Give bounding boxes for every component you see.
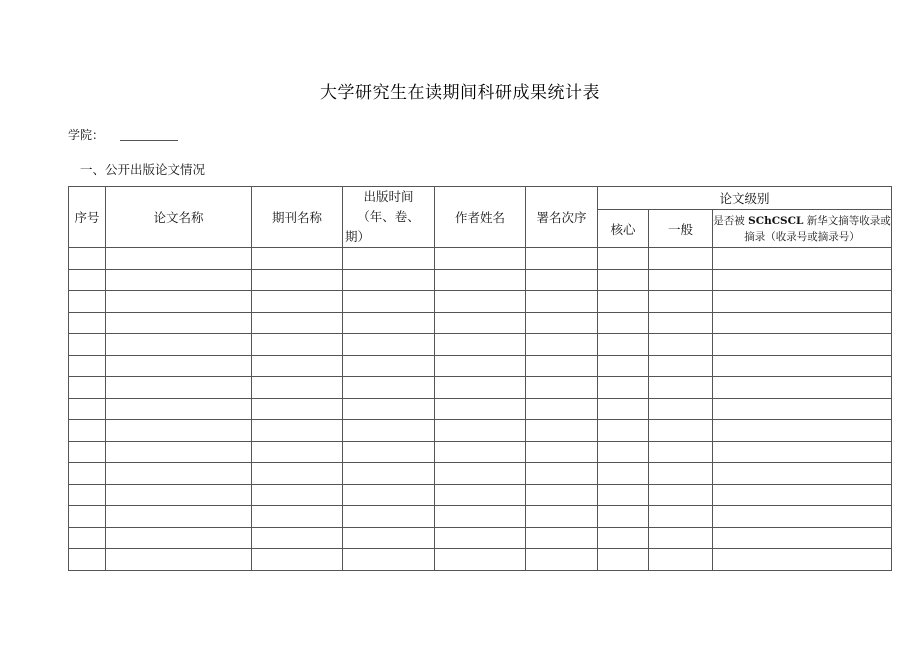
header-general: 一般 (649, 210, 713, 248)
table-cell[interactable] (252, 269, 343, 291)
college-field (68, 126, 178, 143)
table-cell[interactable] (343, 398, 435, 420)
table-cell[interactable] (649, 355, 713, 377)
table-cell[interactable] (649, 269, 713, 291)
table-cell[interactable] (252, 420, 343, 442)
table-cell[interactable] (252, 334, 343, 356)
table-cell[interactable] (598, 291, 649, 313)
table-cell[interactable] (343, 269, 435, 291)
table-cell[interactable] (69, 377, 106, 399)
table-cell[interactable] (598, 549, 649, 571)
table-cell[interactable] (649, 377, 713, 399)
table-cell[interactable] (252, 441, 343, 463)
table-row (69, 420, 892, 442)
table-cell[interactable] (598, 398, 649, 420)
table-cell[interactable] (598, 506, 649, 528)
table-row (69, 269, 892, 291)
table-cell[interactable] (526, 420, 598, 442)
header-index: 序号 (69, 187, 106, 248)
table-cell[interactable] (649, 312, 713, 334)
table-cell[interactable] (106, 398, 252, 420)
table-cell[interactable] (713, 334, 892, 356)
table-cell[interactable] (713, 463, 892, 485)
table-cell[interactable] (106, 312, 252, 334)
table-cell[interactable] (649, 291, 713, 313)
table-cell[interactable] (713, 269, 892, 291)
table-cell[interactable] (526, 527, 598, 549)
table-cell[interactable] (106, 420, 252, 442)
table-cell[interactable] (526, 312, 598, 334)
table-cell[interactable] (713, 398, 892, 420)
college-blank-line[interactable] (120, 140, 178, 141)
table-cell[interactable] (435, 527, 526, 549)
table-cell[interactable] (598, 312, 649, 334)
table-cell[interactable] (649, 463, 713, 485)
table-cell[interactable] (69, 527, 106, 549)
table-cell[interactable] (252, 291, 343, 313)
table-row (69, 355, 892, 377)
table-cell[interactable] (343, 506, 435, 528)
header-paper-level: 论文级别 (598, 187, 892, 210)
section-heading: 一、公开出版论文情况 (80, 162, 206, 177)
table-cell[interactable] (526, 398, 598, 420)
table-cell[interactable] (713, 248, 892, 270)
table-cell[interactable] (435, 484, 526, 506)
table-cell[interactable] (526, 441, 598, 463)
table-cell[interactable] (713, 441, 892, 463)
table-cell[interactable] (435, 549, 526, 571)
table-cell[interactable] (649, 527, 713, 549)
table-cell[interactable] (435, 420, 526, 442)
table-row (69, 291, 892, 313)
table-cell[interactable] (713, 291, 892, 313)
table-cell[interactable] (343, 420, 435, 442)
table-cell[interactable] (435, 463, 526, 485)
table-cell[interactable] (435, 312, 526, 334)
table-cell[interactable] (713, 549, 892, 571)
table-body (69, 248, 892, 571)
college-label: 学院： (68, 128, 105, 142)
table-cell[interactable] (649, 549, 713, 571)
table-cell[interactable] (435, 355, 526, 377)
table-cell[interactable] (69, 549, 106, 571)
table-cell[interactable] (343, 248, 435, 270)
table-cell[interactable] (252, 484, 343, 506)
table-cell[interactable] (343, 441, 435, 463)
table-cell[interactable] (435, 441, 526, 463)
table-row (69, 527, 892, 549)
table-cell[interactable] (649, 484, 713, 506)
table-cell[interactable] (713, 377, 892, 399)
table-cell[interactable] (526, 549, 598, 571)
table-cell[interactable] (649, 420, 713, 442)
table-cell[interactable] (713, 484, 892, 506)
header-publication-time-line2: （年、卷、 (357, 209, 420, 224)
table-cell[interactable] (526, 334, 598, 356)
table-cell[interactable] (106, 377, 252, 399)
header-abstract-note-pre: 是否被 (713, 214, 745, 227)
header-abstract-note-bold: SChCSCL (748, 214, 804, 227)
header-abstract-indexed (713, 210, 892, 248)
table-cell[interactable] (526, 506, 598, 528)
table-row (69, 398, 892, 420)
table-cell[interactable] (69, 398, 106, 420)
table-cell[interactable] (598, 377, 649, 399)
table-cell[interactable] (252, 506, 343, 528)
table-cell[interactable] (69, 269, 106, 291)
header-publication-time (343, 187, 435, 248)
table-row (69, 312, 892, 334)
table-cell[interactable] (69, 248, 106, 270)
header-publication-time-line1: 出版时间 (363, 189, 414, 204)
table-cell[interactable] (106, 334, 252, 356)
header-author-order: 署名次序 (526, 187, 598, 248)
table-cell[interactable] (69, 420, 106, 442)
table-cell[interactable] (106, 463, 252, 485)
table-row (69, 484, 892, 506)
table-cell[interactable] (598, 334, 649, 356)
table-cell[interactable] (343, 355, 435, 377)
table-cell[interactable] (106, 269, 252, 291)
table-cell[interactable] (106, 441, 252, 463)
table-cell[interactable] (435, 248, 526, 270)
research-results-table (68, 186, 892, 571)
header-core: 核心 (598, 210, 649, 248)
table-cell[interactable] (526, 355, 598, 377)
header-abstract-note-post: 新华文摘等收录或 (806, 214, 891, 227)
header-publication-time-line3: 期） (345, 229, 371, 244)
table-cell[interactable] (106, 291, 252, 313)
table-row (69, 463, 892, 485)
table-cell[interactable] (69, 441, 106, 463)
table-cell[interactable] (69, 506, 106, 528)
table-cell[interactable] (106, 527, 252, 549)
table-cell[interactable] (252, 463, 343, 485)
table-row (69, 248, 892, 270)
table-cell[interactable] (526, 484, 598, 506)
table-cell[interactable] (598, 527, 649, 549)
table-cell[interactable] (435, 398, 526, 420)
table-cell[interactable] (526, 291, 598, 313)
table-cell[interactable] (435, 506, 526, 528)
table-cell[interactable] (343, 463, 435, 485)
table-cell[interactable] (106, 549, 252, 571)
header-paper-name: 论文名称 (106, 187, 252, 248)
table-cell[interactable] (649, 248, 713, 270)
table-cell[interactable] (713, 312, 892, 334)
header-journal-name: 期刊名称 (252, 187, 343, 248)
table-cell[interactable] (713, 355, 892, 377)
table-cell[interactable] (649, 398, 713, 420)
table-cell[interactable] (69, 355, 106, 377)
table-cell[interactable] (252, 549, 343, 571)
table-row (69, 549, 892, 571)
table-cell[interactable] (598, 463, 649, 485)
table-cell[interactable] (526, 463, 598, 485)
page-title: 大学研究生在读期间科研成果统计表 (320, 83, 600, 103)
table-cell[interactable] (343, 484, 435, 506)
table-cell[interactable] (649, 441, 713, 463)
table-cell[interactable] (343, 527, 435, 549)
table-cell[interactable] (713, 420, 892, 442)
header-author-name: 作者姓名 (435, 187, 526, 248)
table-cell[interactable] (69, 463, 106, 485)
table-cell[interactable] (343, 549, 435, 571)
table-cell[interactable] (343, 312, 435, 334)
table-cell[interactable] (435, 377, 526, 399)
table-cell[interactable] (252, 377, 343, 399)
table-cell[interactable] (526, 248, 598, 270)
table-cell[interactable] (598, 269, 649, 291)
table-cell[interactable] (598, 420, 649, 442)
table-cell[interactable] (106, 355, 252, 377)
table-cell[interactable] (713, 527, 892, 549)
table-cell[interactable] (343, 334, 435, 356)
table-cell[interactable] (252, 248, 343, 270)
table-cell[interactable] (435, 291, 526, 313)
table-cell[interactable] (649, 506, 713, 528)
table-cell[interactable] (69, 312, 106, 334)
table-cell[interactable] (598, 441, 649, 463)
table-cell[interactable] (69, 291, 106, 313)
header-abstract-note-line2: 摘录（收录号或摘录号） (744, 230, 860, 243)
table-cell[interactable] (598, 248, 649, 270)
table-cell[interactable] (435, 334, 526, 356)
table-cell[interactable] (526, 377, 598, 399)
table-cell[interactable] (343, 291, 435, 313)
table-cell[interactable] (435, 269, 526, 291)
table-cell[interactable] (526, 269, 598, 291)
table-cell[interactable] (598, 484, 649, 506)
table-row (69, 506, 892, 528)
table-cell[interactable] (252, 312, 343, 334)
table-cell[interactable] (106, 248, 252, 270)
table-cell[interactable] (252, 398, 343, 420)
table-cell[interactable] (343, 377, 435, 399)
table-cell[interactable] (598, 355, 649, 377)
table-cell[interactable] (252, 527, 343, 549)
table-cell[interactable] (649, 334, 713, 356)
table-cell[interactable] (106, 484, 252, 506)
table-cell[interactable] (106, 506, 252, 528)
table-row (69, 334, 892, 356)
table-cell[interactable] (69, 334, 106, 356)
table-row (69, 377, 892, 399)
table-row (69, 441, 892, 463)
table-cell[interactable] (69, 484, 106, 506)
table-cell[interactable] (252, 355, 343, 377)
table-cell[interactable] (713, 506, 892, 528)
